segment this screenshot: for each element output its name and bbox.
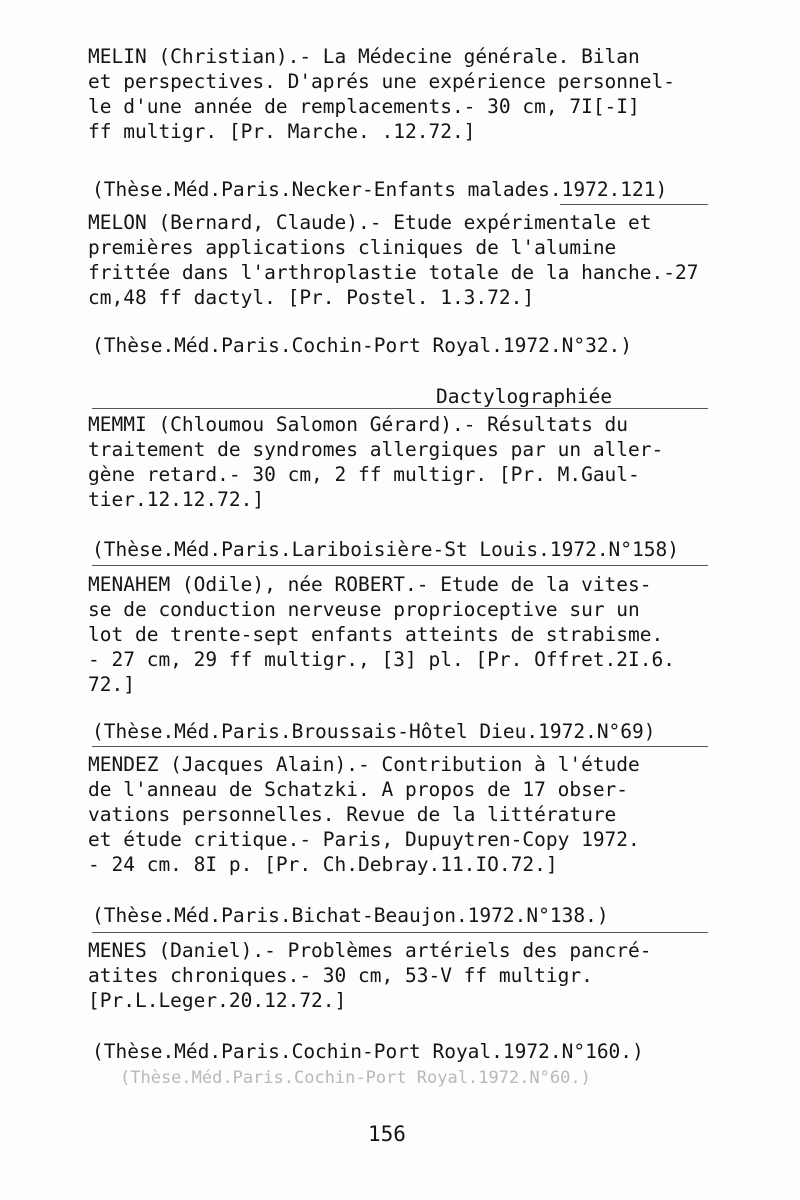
entry-line: atites chroniques.- 30 cm, 53-V ff multigr. <box>88 964 593 987</box>
entry-line: cm,48 ff dactyl. [Pr. Postel. 1.3.72.] <box>88 286 535 309</box>
typescript-label: Dactylographiée <box>436 385 613 408</box>
thesis-note: (Thèse.Méd.Paris.Cochin-Port Royal.1972.N°32.) <box>92 334 633 357</box>
divider <box>92 408 708 409</box>
thesis-note: (Thèse.Méd.Paris.Broussais-Hôtel Dieu.1972.N°69) <box>92 720 656 743</box>
entry-line: MELIN (Christian).- La Médecine générale. Bilan <box>88 45 640 68</box>
bibliography-entry <box>88 752 708 877</box>
entry-line: MEMMI (Chloumou Salomon Gérard).- Résultats du <box>88 413 629 436</box>
bibliography-entry <box>88 210 708 310</box>
entry-line: frittée dans l'arthroplastie totale de la hanche.-27 <box>88 261 699 284</box>
entry-line: vations personnelles. Revue de la littérature <box>88 803 617 826</box>
bibliography-entry <box>88 412 708 512</box>
thesis-note: (Thèse.Méd.Paris.Cochin-Port Royal.1972.N°160.) <box>92 1040 644 1063</box>
divider <box>92 746 708 747</box>
entry-line: - 24 cm. 8I p. [Pr. Ch.Debray.11.IO.72.] <box>88 853 558 876</box>
entry-line: de l'anneau de Schatzki. A propos de 17 obser- <box>88 778 629 801</box>
thesis-note: (Thèse.Méd.Paris.Lariboisière-St Louis.1972.N°158) <box>92 538 679 561</box>
entry-line: ff multigr. [Pr. Marche. .12.72.] <box>88 120 476 143</box>
entry-line: traitement de syndromes allergiques par un aller- <box>88 438 664 461</box>
bibliography-entry <box>88 44 708 144</box>
divider <box>560 204 708 205</box>
entry-line: et perspectives. D'aprés une expérience personnel- <box>88 70 675 93</box>
entry-line: se de conduction nerveuse proprioceptive sur un <box>88 598 640 621</box>
thesis-note: (Thèse.Méd.Paris.Necker-Enfants malades.1972.121) <box>92 178 668 201</box>
divider <box>92 565 708 566</box>
entry-line: gène retard.- 30 cm, 2 ff multigr. [Pr. M.Gaul- <box>88 463 640 486</box>
entry-line: tier.12.12.72.] <box>88 488 265 511</box>
entry-line: et étude critique.- Paris, Dupuytren-Copy 1972. <box>88 828 640 851</box>
bleed-through-text: (Thèse.Méd.Paris.Cochin-Port Royal.1972.N°60.) <box>120 1068 591 1088</box>
entry-line: - 27 cm, 29 ff multigr., [3] pl. [Pr. Offret.2I.6. <box>88 648 675 671</box>
divider <box>92 932 708 933</box>
page-number: 156 <box>368 1122 406 1146</box>
entry-line: 72.] <box>88 673 135 696</box>
entry-line: MENAHEM (Odile), née ROBERT.- Etude de la vites- <box>88 573 652 596</box>
entry-line: MELON (Bernard, Claude).- Etude expérimentale et <box>88 211 652 234</box>
entry-line: MENES (Daniel).- Problèmes artériels des pancré- <box>88 939 652 962</box>
entry-line: MENDEZ (Jacques Alain).- Contribution à l'étude <box>88 753 640 776</box>
entry-line: premières applications cliniques de l'alumine <box>88 236 617 259</box>
entry-line: [Pr.L.Leger.20.12.72.] <box>88 989 347 1012</box>
bibliography-entry <box>88 572 708 697</box>
entry-line: le d'une année de remplacements.- 30 cm, 7I[-I] <box>88 95 640 118</box>
bibliography-entry <box>88 938 708 1013</box>
entry-line: lot de trente-sept enfants atteints de strabisme. <box>88 623 664 646</box>
thesis-note: (Thèse.Méd.Paris.Bichat-Beaujon.1972.N°138.) <box>92 904 609 927</box>
